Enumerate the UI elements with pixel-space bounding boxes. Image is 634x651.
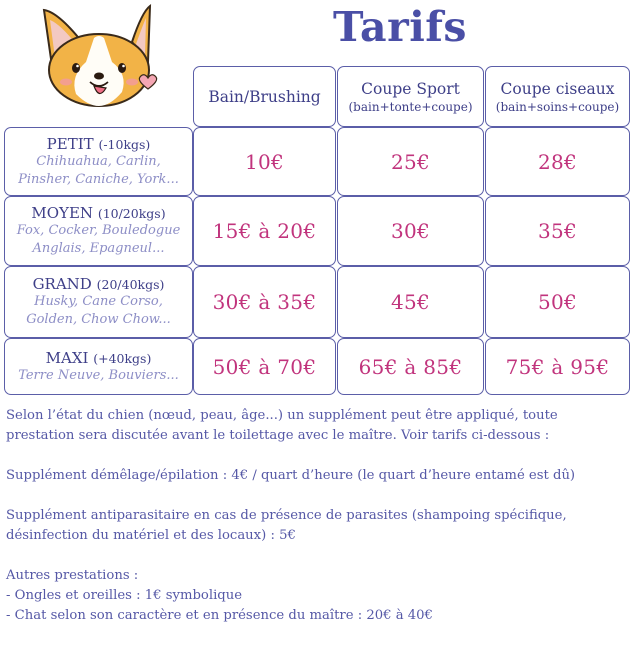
price-value: 35€ xyxy=(537,219,578,243)
price-cell xyxy=(485,127,630,196)
price-cell xyxy=(485,266,630,338)
price-value: 50€ à 70€ xyxy=(212,354,317,379)
breed-list: Terre Neuve, Bouviers... xyxy=(18,367,179,383)
supplement-demelage: Supplément démêlage/épilation : 4€ / quart d’heure (le quart d’heure entamé est dû) xyxy=(6,468,576,483)
size-name: PETIT xyxy=(46,134,94,153)
notes-intro: prestation sera discutée avant le toilettage avec le maître. Voir tarifs ci-dessous : xyxy=(6,428,550,443)
price-cell xyxy=(485,196,630,266)
price-value: 28€ xyxy=(537,149,578,174)
header-coupe-sport xyxy=(337,66,484,127)
size-cell-petit xyxy=(4,127,193,196)
header-sublabel: (bain+tonte+coupe) xyxy=(348,99,473,114)
price-cell xyxy=(193,127,336,196)
price-value: 10€ xyxy=(244,149,285,174)
breed-list: Fox, Cocker, Bouledogue xyxy=(16,223,181,238)
price-value: 65€ à 85€ xyxy=(358,354,463,379)
breed-list: Husky, Cane Corso, xyxy=(34,294,163,309)
price-value: 50€ xyxy=(537,290,578,314)
header-sublabel: (bain+soins+coupe) xyxy=(495,99,620,114)
size-cell-maxi xyxy=(4,338,193,395)
supplement-antiparasitaire: Supplément antiparasitaire en cas de présence de parasites (shampoing spécifique, xyxy=(6,508,567,523)
size-weight: (-10kgs) xyxy=(98,136,151,152)
corgi-mascot-illustration xyxy=(36,2,162,114)
header-coupe-ciseaux xyxy=(485,66,630,127)
supplement-antiparasitaire: désinfection du matériel et des locaux) : 5€ xyxy=(6,528,296,543)
notes-section xyxy=(6,406,630,626)
price-cell xyxy=(193,196,336,266)
header-bain-brushing xyxy=(193,66,336,127)
price-value: 30€ xyxy=(390,219,431,243)
breed-list: Golden, Chow Chow... xyxy=(26,312,171,327)
price-cell xyxy=(337,196,484,266)
breed-list: Pinsher, Caniche, York... xyxy=(18,171,179,187)
price-cell xyxy=(337,266,484,338)
price-value: 45€ xyxy=(390,290,431,314)
autres-prestations-title: Autres prestations : xyxy=(6,568,139,583)
price-cell xyxy=(485,338,630,395)
autres-prestations-item: - Chat selon son caractère et en présence du maître : 20€ à 40€ xyxy=(6,608,433,623)
breed-list: Chihuahua, Carlin, xyxy=(36,153,161,169)
price-value: 25€ xyxy=(390,149,431,174)
price-cell xyxy=(193,338,336,395)
breed-list: Anglais, Epagneul... xyxy=(32,241,165,256)
price-cell xyxy=(193,266,336,338)
price-value: 75€ à 95€ xyxy=(505,354,610,379)
price-cell xyxy=(337,338,484,395)
size-name: GRAND xyxy=(32,275,92,293)
price-cell xyxy=(337,127,484,196)
size-name: MOYEN xyxy=(31,204,94,222)
size-weight: (20/40kgs) xyxy=(96,277,165,292)
notes-intro: Selon l’état du chien (nœud, peau, âge...) un supplément peut être appliqué, toute xyxy=(6,408,558,423)
size-weight: (+40kgs) xyxy=(93,350,152,366)
size-cell-moyen xyxy=(4,196,193,266)
price-value: 30€ à 35€ xyxy=(212,290,317,314)
size-cell-grand xyxy=(4,266,193,338)
autres-prestations-item: - Ongles et oreilles : 1€ symbolique xyxy=(6,588,243,603)
page-title: Tarifs xyxy=(332,3,468,51)
header-label: Coupe Sport xyxy=(361,79,460,98)
size-name: MAXI xyxy=(45,348,89,367)
price-value: 15€ à 20€ xyxy=(212,219,317,243)
size-weight: (10/20kgs) xyxy=(97,206,166,221)
header-label: Coupe ciseaux xyxy=(500,79,615,98)
header-label: Bain/Brushing xyxy=(208,87,321,106)
